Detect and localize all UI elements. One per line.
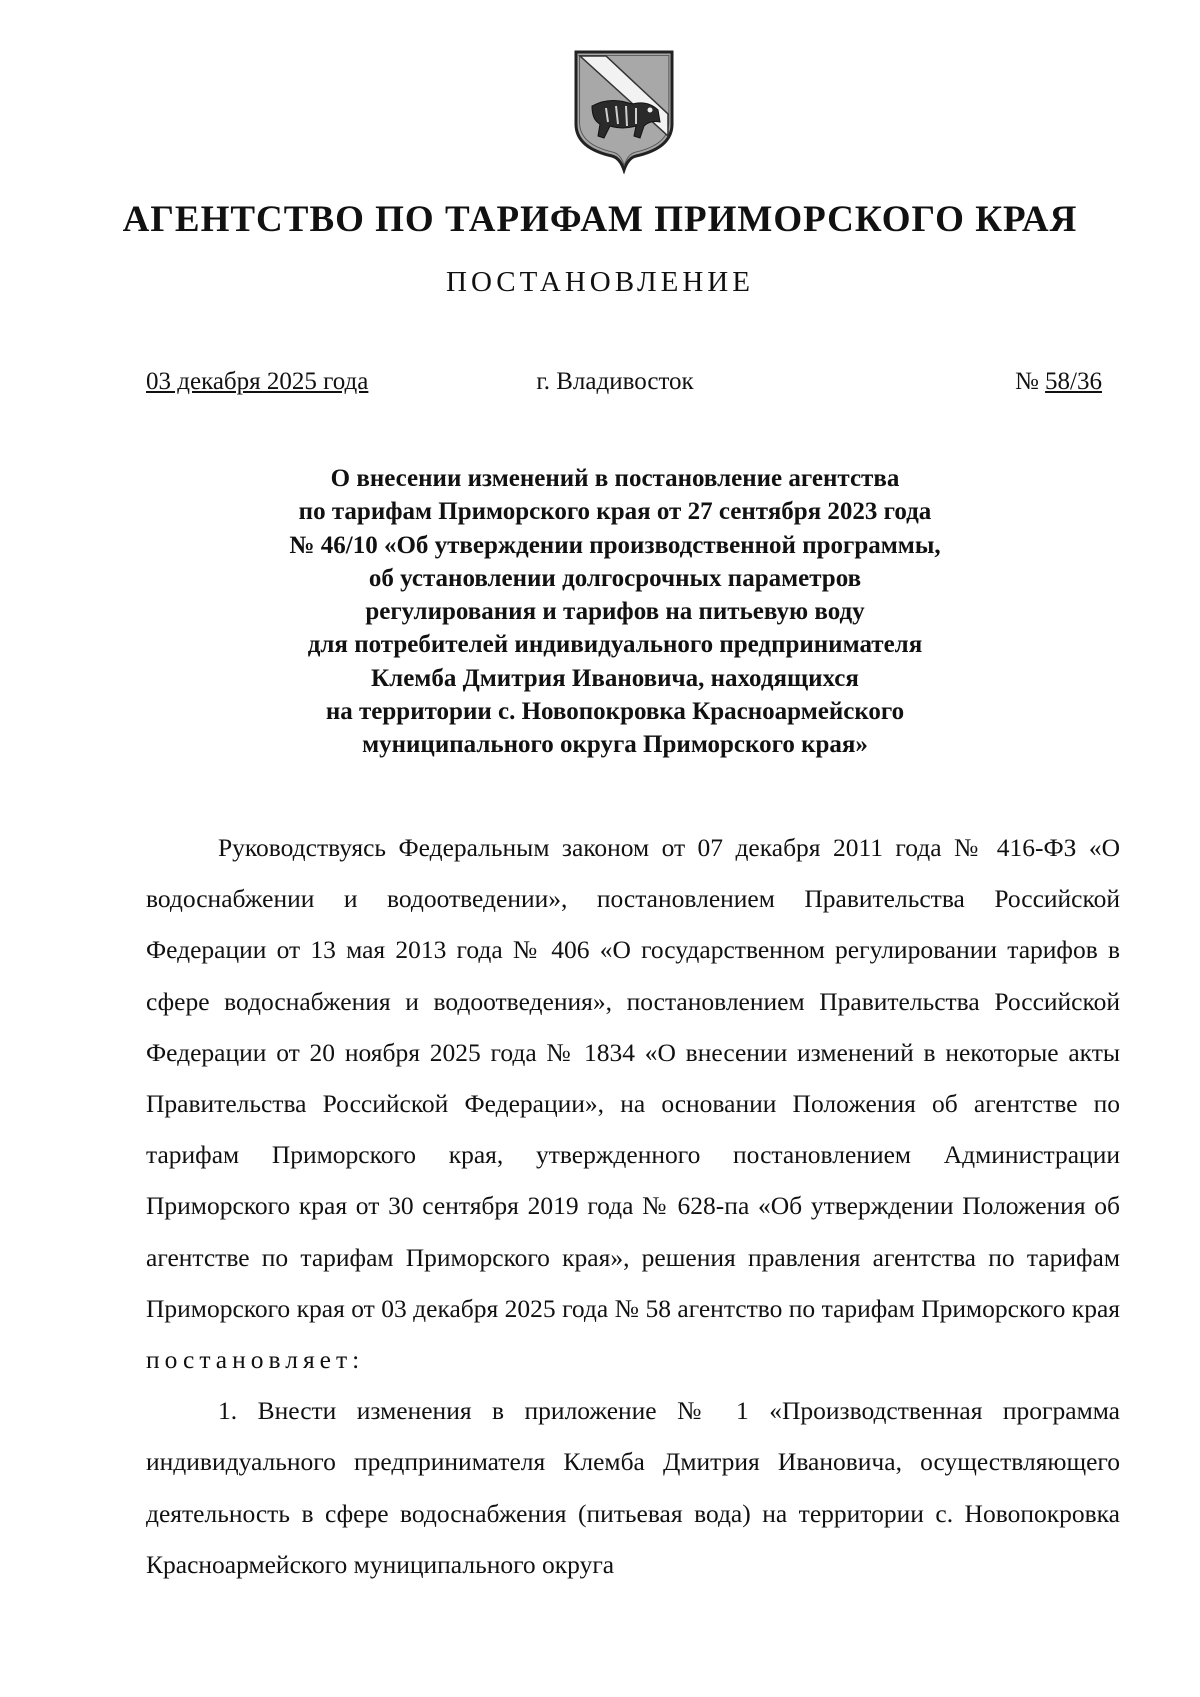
decree-word: постановляет: [146, 1345, 365, 1375]
subject-line: для потребителей индивидуального предпринимателя [307, 631, 923, 659]
subject-line: муниципального округа Приморского края» [362, 731, 868, 759]
number-value: 58/36 [1045, 368, 1102, 395]
coat-of-arms-emblem [570, 44, 678, 174]
preamble-paragraph [146, 822, 1120, 1385]
subject-line: Клемба Дмитрия Ивановича, находящихся [371, 664, 859, 692]
document-type-heading: ПОСТАНОВЛЕНИЕ [446, 266, 754, 298]
subject-line: по тарифам Приморского края от 27 сентября 2023 года [298, 498, 932, 526]
document-city: г. Владивосток [536, 368, 694, 395]
document-body [146, 822, 1120, 1590]
subject-line: об установлении долгосрочных параметров [368, 564, 862, 592]
document-number [1015, 368, 1102, 396]
number-prefix: № [1014, 368, 1046, 395]
item-1-paragraph: 1. Внести изменения в приложение № 1 «Производственная программа индивидуального предпринимателя Клемба Дмитрия Ивановича, осуществляющего деятельность в сфере водоснабжения (питьевая вода) на территории с. Новопокровка Красноармейского муниципального округа [146, 1396, 1120, 1579]
subject-line: на территории с. Новопокровка Красноармейского [325, 698, 905, 726]
document-date: 03 декабря 2025 года [146, 368, 369, 395]
agency-title: АГЕНТСТВО ПО ТАРИФАМ ПРИМОРСКОГО КРАЯ [122, 199, 1078, 240]
document-subject [150, 462, 1080, 762]
preamble-text: Руководствуясь Федеральным законом от 07 декабря 2011 года № 416-ФЗ «О водоснабжении и водоотведении», постановлением Правительства Российской Федерации от 13 мая 2013 года № 406 «О государственном регулировании тарифов в сфере водоснабжения и водоотведения», постановлением Правительства Российской Федерации от 20 ноября 2025 года № 1834 «О внесении изменений в некоторые акты Правительства Российской Федерации», на основании Положения об агентстве по тарифам Приморского края, утвержденного постановлением Администрации Приморского края от 30 сентября 2019 года № 628-па «Об утверждении Положения об агентстве по тарифам Приморского края», решения правления агентства по тарифам Приморского края от 03 декабря 2025 года № 58 агентство по тарифам Приморского края [146, 833, 1120, 1323]
subject-line: О внесении изменений в постановление агентства [330, 465, 900, 492]
subject-line: № 46/10 «Об утверждении производственной программы, [289, 531, 941, 559]
subject-line: регулирования и тарифов на питьевую воду [365, 598, 865, 626]
